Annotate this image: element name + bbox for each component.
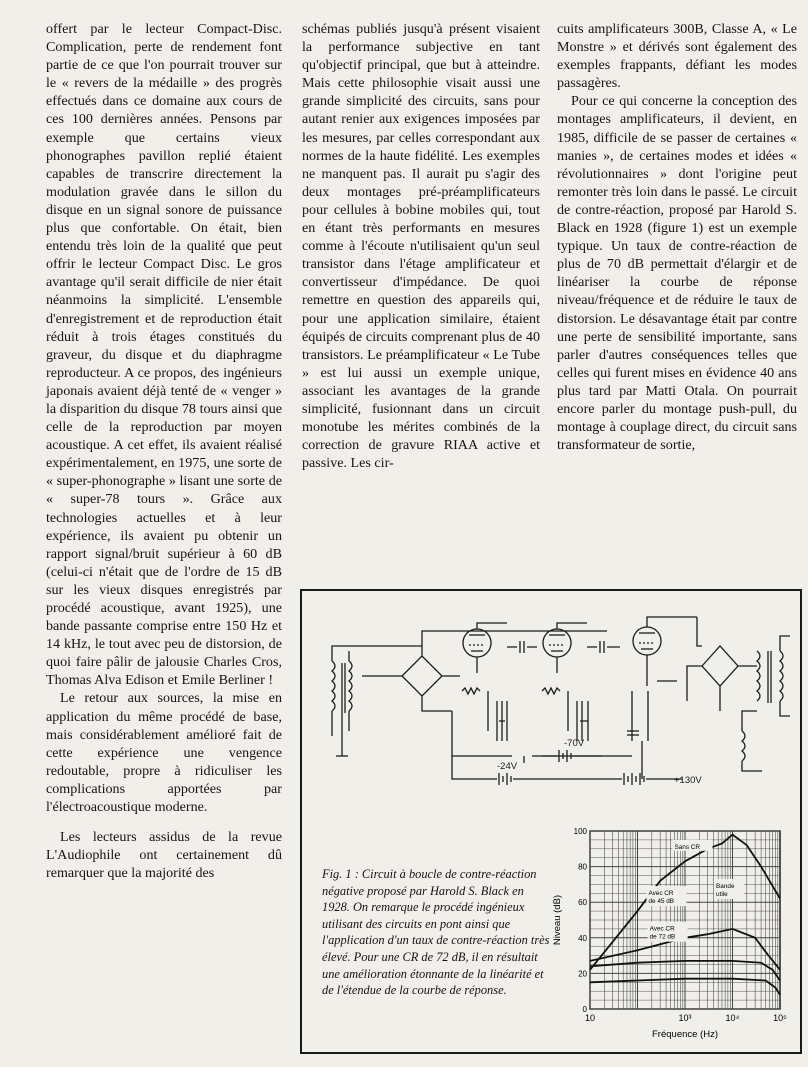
figure-caption: Fig. 1 : Circuit à boucle de contre-réaction négative proposé par Harold S. Black en 1928. On remarque le procédé ingénieux utilisant des circuits en pont ainsi que l'application d'un taux de contre-réaction très élevé. Pour une CR de 72 dB, il en résultait une amélioration étonnante de la linéarité et de l'étendue de la courbe de réponse. <box>322 867 550 998</box>
circuit-schematic <box>302 591 800 819</box>
label-24v: -24V <box>497 761 518 772</box>
x-axis-label: Fréquence (Hz) <box>652 1029 718 1040</box>
annotation-label <box>714 879 744 899</box>
y-tick-label: 40 <box>578 933 587 943</box>
paragraph: schémas publiés jusqu'à présent visaient la performance subjective en tant qu'objectif principal, que but à atteindre. Mais cette philosophie visait aussi une grande simplicité des circuits, sans pour autant renier aux exigences imposées par les mesures, par celles correspondant aux normes de la haute fidélité. Les exemples ne manquent pas. Il aurait pu s'agir des deux montages pré-préamplificateurs pour cellules à bobine mobiles qui, tout en étant très performants en mesures comme à l'écoute n'utilisaient qu'un seul transistor dans l'étage amplificateur et convertisseur d'impédance. De quoi remettre en question des appareils qui, pour une application similaire, étaient équipés de circuits comprenant plus de 40 transistors. Le préamplificateur « Le Tube » est lui aussi un exemple unique, associant les avantages de la grande simplicité, fusionnant dans un circuit monotube les mérites combinés de la correction de gravure RIAA active et passive. Les cir- <box>302 21 540 472</box>
svg-text:Avec CRde 72 dB: Avec CR de 72 dB <box>649 925 676 941</box>
y-tick-label: 100 <box>573 827 587 836</box>
output-transformer <box>757 651 760 701</box>
x-tick-label: 10⁵ <box>773 1013 787 1023</box>
y-tick-label: 80 <box>578 862 587 872</box>
battery-24v <box>482 773 532 785</box>
chart-grid <box>590 831 780 1009</box>
figure-box <box>300 589 802 1054</box>
tube-3 <box>633 617 697 671</box>
paragraph: Le retour aux sources, la mise en application du même procédé de base, mais considérablement amélioré fait de cette expérience une vengence redoutable, propre à ridiculiser les complications apportées par l'électroacoustique moderne. <box>46 690 282 816</box>
label-70v: -70V <box>564 738 585 749</box>
svg-text:Bandeutile: Bande utile <box>716 882 735 898</box>
paragraph: Pour ce qui concerne la conception des montages amplificateurs, il devient, en 1985, difficile de se passer de certaines « manies », de certaines modes et idées « révolutionnaires » dont l'origine peut remonter très loin dans le passé. Le circuit de contre-réaction, proposé par Harold S. Black en 1928 (figure 1) est un exemple typique. Un taux de contre-réaction de plus de 70 dB permettait d'élargir et de linéariser la courbe de réponse niveau/fréquence et de réduire le taux de distorsion. Le désavantage était par contre une perte de sensibilité importante, sans parler d'autres conséquences telles que celles qui furent mises en évidence 40 ans plus tard par Matti Otala. On pourrait encore parler du montage push-pull, du montage à couplage direct, du circuit sans transformateur de sortie, <box>557 93 797 454</box>
x-tick-label: 10⁴ <box>725 1013 740 1023</box>
x-tick-label: 10³ <box>678 1013 692 1023</box>
y-tick-label: 60 <box>578 898 587 908</box>
paragraph: cuits amplificateurs 300B, Classe A, « Le Monstre » et dérivés sont également des exemples frappants, défiant les modes passagères. <box>557 21 797 92</box>
battery-130v <box>602 773 672 785</box>
input-coil <box>332 661 335 711</box>
x-tick-label: 10 <box>584 1013 596 1023</box>
paragraph: offert par le lecteur Compact-Disc. Complication, perte de rendement font partie de ce que l'on pourrait trouver sur le « revers de la médaille » des progrès effectués dans ce domaine aux cours de ces 100 dernières années. Pensons par exemple que certains vieux phonographes pavillon replié étaient capables de transcrire directement la modulation gravée dans le sillon du disque en un signal sonore de puissance plus que confortable. On était, bien entendu très loin de la qualité que peut offrir le lecteur Compact Disc. Le gros avantage qu'il serait difficile de nier était néanmoins la simplicité. L'ensemble d'enregistrement et de reproduction était réduit à trois étages constitués du graveur, du disque et du diaphragme reproducteur. A ce propos, des ingénieurs japonais avaient déjà tenté de « venger » la disparition du disque 78 tours ainsi que celle de la reproduction par moyen acoustique. A cet effet, ils avaient réalisé expérimentalement, en 1975, une sorte de « super-phonographe » lisant une sorte de « super-78 tours ». Grâce aux technologies actuelles et à leur expérience, ils avaient pu obtenir un rapport signal/bruit supérieur à 60 dB (celui-ci n'était que de l'ordre de 15 dB sur les vieux disques enregistrés par procédé acoustique, avant 1925), une bande passante comprise entre 150 Hz et 14 kHz, le tout avec peu de distorsion, de quoi faire pâlir de jalousie Charles Cros, Thomas Alva Edison et Emile Berliner ! <box>46 21 282 689</box>
output-bridge <box>702 646 738 686</box>
y-tick-label: 0 <box>582 1005 587 1014</box>
paragraph: Les lecteurs assidus de la revue L'Audiophile ont certainement dû remarquer que la majorité des <box>46 829 282 882</box>
frequency-response-chart <box>548 823 796 1048</box>
annotation-label <box>672 840 712 851</box>
svg-text:Avec CRde 45 dB: Avec CR de 45 dB <box>648 890 675 906</box>
text-column-1 <box>46 20 282 882</box>
y-axis-label: Niveau (dB) <box>552 894 563 946</box>
svg-text:Sans CR: Sans CR <box>674 843 701 851</box>
annotation-label <box>648 922 688 942</box>
label-130v: +130V <box>674 775 702 786</box>
annotation-label <box>646 886 686 906</box>
input-bridge <box>402 656 442 696</box>
text-column-2 <box>302 20 540 472</box>
text-column-3 <box>557 20 797 454</box>
y-tick-label: 20 <box>578 969 587 979</box>
